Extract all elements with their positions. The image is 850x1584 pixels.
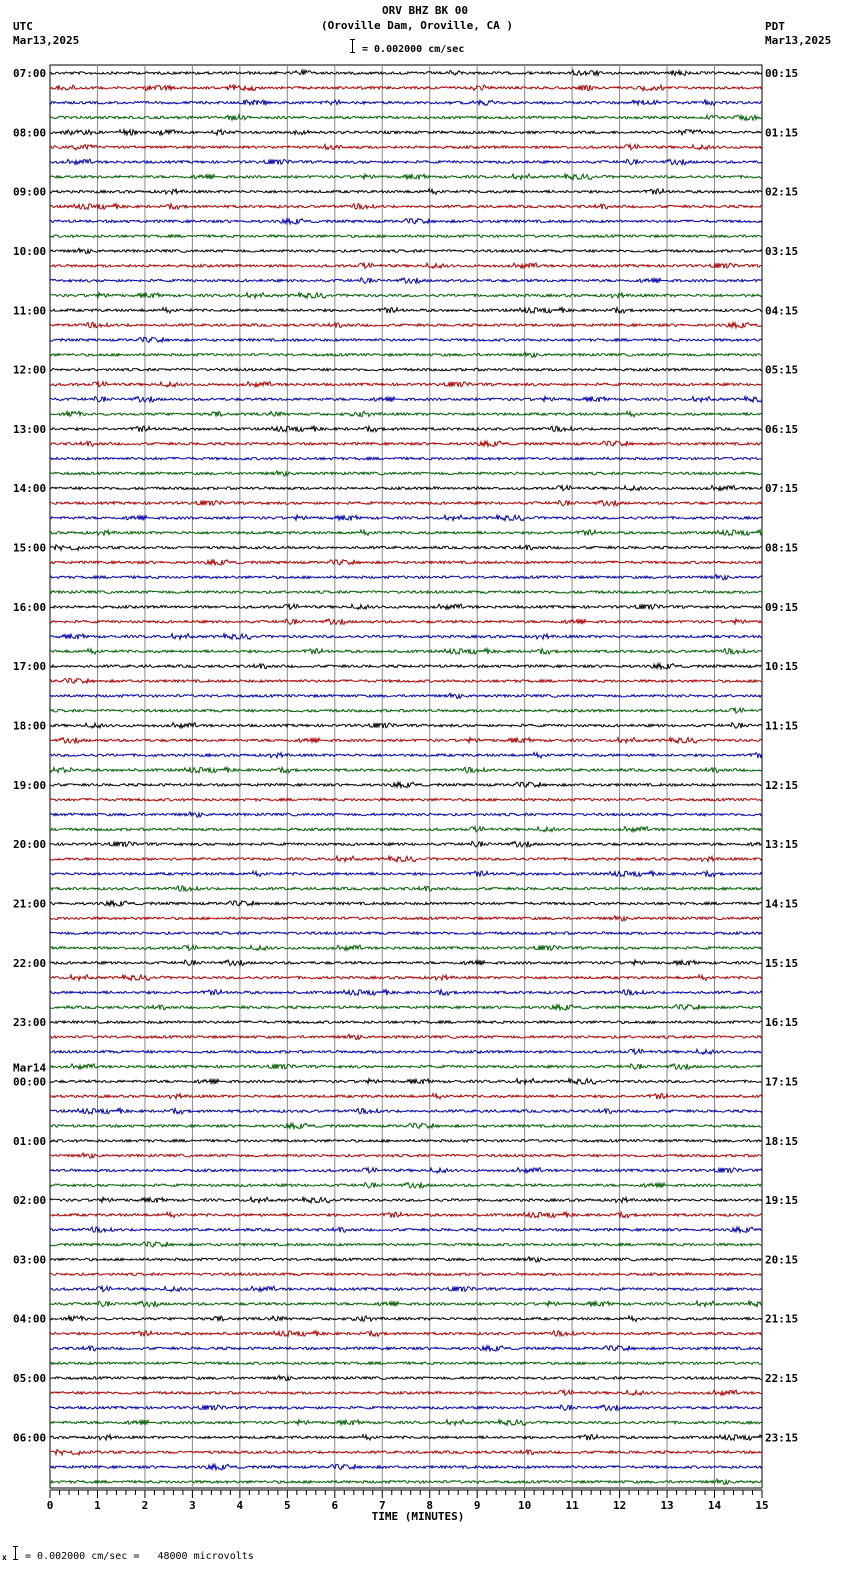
x-axis-label: TIME (MINUTES) xyxy=(371,1510,465,1523)
seismic-trace xyxy=(50,1362,762,1365)
seismic-trace xyxy=(50,975,762,981)
seismic-trace xyxy=(50,1197,762,1203)
seismic-trace xyxy=(50,1390,762,1395)
utc-hour-label: 03:00 xyxy=(13,1253,47,1267)
seismic-trace xyxy=(50,530,762,536)
pdt-hour-label: 22:15 xyxy=(765,1372,799,1386)
utc-hour-label: 15:00 xyxy=(13,541,47,555)
seismic-trace xyxy=(50,189,762,195)
seismic-trace xyxy=(50,693,762,698)
right-timezone: PDT xyxy=(765,20,785,33)
utc-hour-label: 23:00 xyxy=(13,1016,47,1030)
x-tick-label: 13 xyxy=(660,1499,674,1512)
seismic-trace xyxy=(50,664,762,669)
seismic-trace xyxy=(50,1227,762,1233)
seismic-trace xyxy=(50,990,762,996)
day-change-label: Mar14 xyxy=(13,1061,47,1075)
seismic-trace xyxy=(50,1153,762,1158)
seismic-trace xyxy=(50,1168,762,1173)
utc-hour-label: 04:00 xyxy=(13,1312,47,1326)
seismic-trace xyxy=(50,426,762,432)
pdt-hour-label: 08:15 xyxy=(765,541,799,555)
seismic-trace xyxy=(50,916,762,921)
pdt-hour-label: 10:15 xyxy=(765,660,799,674)
utc-hour-label: 00:00 xyxy=(13,1075,47,1089)
pdt-hour-label: 16:15 xyxy=(765,1016,799,1030)
x-tick-label: 7 xyxy=(378,1499,386,1512)
pdt-hour-label: 20:15 xyxy=(765,1253,799,1267)
utc-hour-label: 16:00 xyxy=(13,600,47,614)
pdt-hour-label: 13:15 xyxy=(765,838,799,852)
right-date: Mar13,2025 xyxy=(765,34,832,47)
seismic-trace xyxy=(50,457,762,460)
seismic-trace xyxy=(50,85,762,91)
pdt-hour-label: 23:15 xyxy=(765,1431,799,1445)
x-tick-label: 6 xyxy=(331,1499,339,1512)
x-tick-label: 1 xyxy=(94,1499,101,1512)
pdt-hour-label: 15:15 xyxy=(765,956,799,970)
pdt-hour-label: 05:15 xyxy=(765,363,799,377)
seismic-trace xyxy=(50,1286,762,1291)
seismic-trace xyxy=(50,486,762,491)
utc-hour-label: 13:00 xyxy=(13,422,47,436)
seismic-trace xyxy=(50,1257,762,1262)
seismic-trace xyxy=(50,1021,762,1024)
x-tick-label: 3 xyxy=(189,1499,196,1512)
seismic-trace xyxy=(50,1375,762,1380)
seismic-trace xyxy=(50,248,762,253)
x-tick-label: 12 xyxy=(612,1499,627,1512)
seismic-trace xyxy=(50,871,762,877)
x-tick-label: 0 xyxy=(46,1499,54,1512)
seismic-trace xyxy=(50,1064,762,1070)
seismic-trace xyxy=(50,1212,762,1218)
seismic-trace xyxy=(50,235,762,238)
seismic-trace xyxy=(50,1108,762,1114)
x-tick-label: 10 xyxy=(518,1499,532,1512)
seismic-trace xyxy=(50,960,762,966)
seismic-trace xyxy=(50,1331,762,1337)
seismic-trace xyxy=(50,1405,762,1411)
seismic-trace xyxy=(50,708,762,713)
seismic-trace xyxy=(50,827,762,832)
seismic-trace xyxy=(50,441,762,447)
seismic-trace xyxy=(50,1420,762,1426)
seismic-trace xyxy=(50,604,762,609)
seismic-trace xyxy=(50,1450,762,1456)
seismic-trace xyxy=(50,471,762,476)
seismic-trace xyxy=(50,945,762,950)
x-tick-label: 15 xyxy=(755,1499,769,1512)
seismic-trace xyxy=(50,1242,762,1247)
seismic-trace xyxy=(50,397,762,403)
seismic-trace xyxy=(50,723,762,729)
seismic-trace xyxy=(50,1079,762,1085)
pdt-hour-label: 12:15 xyxy=(765,778,799,792)
seismic-trace xyxy=(50,278,762,284)
station-location: (Oroville Dam, Oroville, CA ) xyxy=(320,19,514,32)
pdt-hour-label: 01:15 xyxy=(765,126,799,140)
seismic-trace xyxy=(50,1183,762,1189)
seismic-trace xyxy=(50,293,762,299)
utc-hour-label: 10:00 xyxy=(13,244,47,258)
seismic-trace xyxy=(50,545,762,551)
utc-hour-label: 18:00 xyxy=(13,719,47,733)
seismic-trace xyxy=(50,782,762,788)
x-tick-label: 4 xyxy=(236,1499,244,1512)
seismic-trace xyxy=(50,753,762,759)
seismic-trace xyxy=(50,738,762,744)
footer-scale-note: = 0.002000 cm/sec = 48000 microvolts xyxy=(25,1551,254,1562)
seismic-trace xyxy=(50,500,762,505)
seismic-trace xyxy=(50,337,762,342)
utc-hour-label: 07:00 xyxy=(13,67,47,80)
x-tick-label: 5 xyxy=(284,1499,291,1512)
pdt-hour-label: 11:15 xyxy=(765,719,799,733)
seismic-trace xyxy=(50,1034,762,1039)
seismic-trace xyxy=(50,515,762,521)
utc-hour-label: 21:00 xyxy=(13,897,47,911)
seismic-trace xyxy=(50,1346,762,1352)
pdt-hour-label: 02:15 xyxy=(765,185,799,199)
seismic-trace xyxy=(50,619,762,625)
seismic-trace xyxy=(50,1123,762,1129)
utc-hour-label: 08:00 xyxy=(13,126,47,140)
utc-hour-label: 19:00 xyxy=(13,778,47,792)
utc-hour-label: 14:00 xyxy=(13,482,47,496)
seismic-trace xyxy=(50,411,762,417)
x-tick-label: 9 xyxy=(473,1499,481,1512)
pdt-hour-label: 17:15 xyxy=(765,1075,799,1089)
seismic-trace xyxy=(50,932,762,935)
utc-hour-label: 11:00 xyxy=(13,304,47,318)
footer-marker: x xyxy=(2,1553,7,1562)
seismic-trace xyxy=(50,1435,762,1441)
seismic-trace xyxy=(50,1273,762,1276)
pdt-hour-label: 18:15 xyxy=(765,1134,799,1148)
seismic-trace xyxy=(50,174,762,180)
seismic-trace xyxy=(50,1094,762,1100)
x-tick-label: 2 xyxy=(141,1499,149,1512)
seismic-trace xyxy=(50,841,762,847)
seismic-trace xyxy=(50,575,762,580)
pdt-hour-label: 00:15 xyxy=(765,67,799,80)
pdt-hour-label: 09:15 xyxy=(765,600,799,614)
seismic-trace xyxy=(50,1316,762,1322)
seismic-trace xyxy=(50,382,762,387)
seismic-trace xyxy=(50,856,762,862)
seismic-trace xyxy=(50,322,762,328)
station-title: ORV BHZ BK 00 xyxy=(381,4,469,17)
seismic-trace xyxy=(50,886,762,891)
utc-hour-label: 01:00 xyxy=(13,1134,47,1148)
scale-label: = 0.002000 cm/sec xyxy=(362,44,465,55)
utc-hour-label: 02:00 xyxy=(13,1194,47,1208)
utc-hour-label: 22:00 xyxy=(13,956,47,970)
utc-hour-label: 09:00 xyxy=(13,185,47,199)
seismic-trace xyxy=(50,204,762,210)
seismic-trace xyxy=(50,591,762,594)
pdt-hour-label: 03:15 xyxy=(765,244,799,258)
seismic-trace xyxy=(50,901,762,907)
seismic-trace xyxy=(50,130,762,136)
seismic-trace xyxy=(50,263,762,268)
pdt-hour-label: 04:15 xyxy=(765,304,799,318)
seismic-trace xyxy=(50,767,762,773)
seismic-trace xyxy=(50,1005,762,1011)
seismic-trace xyxy=(50,219,762,225)
seismic-trace xyxy=(50,352,762,357)
seismic-trace xyxy=(50,308,762,314)
left-timezone: UTC xyxy=(13,20,33,33)
seismic-trace xyxy=(50,634,762,640)
x-tick-label: 14 xyxy=(707,1499,722,1512)
seismic-trace xyxy=(50,560,762,566)
pdt-hour-label: 14:15 xyxy=(765,897,799,911)
seismic-trace xyxy=(50,1479,762,1484)
x-tick-label: 11 xyxy=(565,1499,579,1512)
seismic-trace xyxy=(50,1464,762,1470)
seismic-trace xyxy=(50,1301,762,1307)
seismic-trace xyxy=(50,649,762,655)
x-tick-label: 8 xyxy=(426,1499,434,1512)
utc-hour-label: 17:00 xyxy=(13,660,47,674)
seismic-trace xyxy=(50,1140,762,1143)
utc-hour-label: 05:00 xyxy=(13,1372,47,1386)
pdt-hour-label: 21:15 xyxy=(765,1312,799,1326)
utc-hour-label: 06:00 xyxy=(13,1431,47,1445)
seismic-trace xyxy=(50,115,762,120)
seismic-trace xyxy=(50,812,762,817)
pdt-hour-label: 19:15 xyxy=(765,1194,799,1208)
left-date: Mar13,2025 xyxy=(13,34,80,47)
pdt-hour-label: 06:15 xyxy=(765,422,799,436)
seismic-trace xyxy=(50,368,762,371)
seismic-trace xyxy=(50,798,762,801)
seismic-trace xyxy=(50,144,762,150)
seismic-trace xyxy=(50,70,762,75)
pdt-hour-label: 07:15 xyxy=(765,482,799,496)
utc-hour-label: 20:00 xyxy=(13,838,47,852)
seismic-trace xyxy=(50,100,762,106)
utc-hour-label: 12:00 xyxy=(13,363,47,377)
seismic-trace xyxy=(50,1049,762,1054)
seismic-trace xyxy=(50,678,762,683)
seismic-trace xyxy=(50,159,762,165)
